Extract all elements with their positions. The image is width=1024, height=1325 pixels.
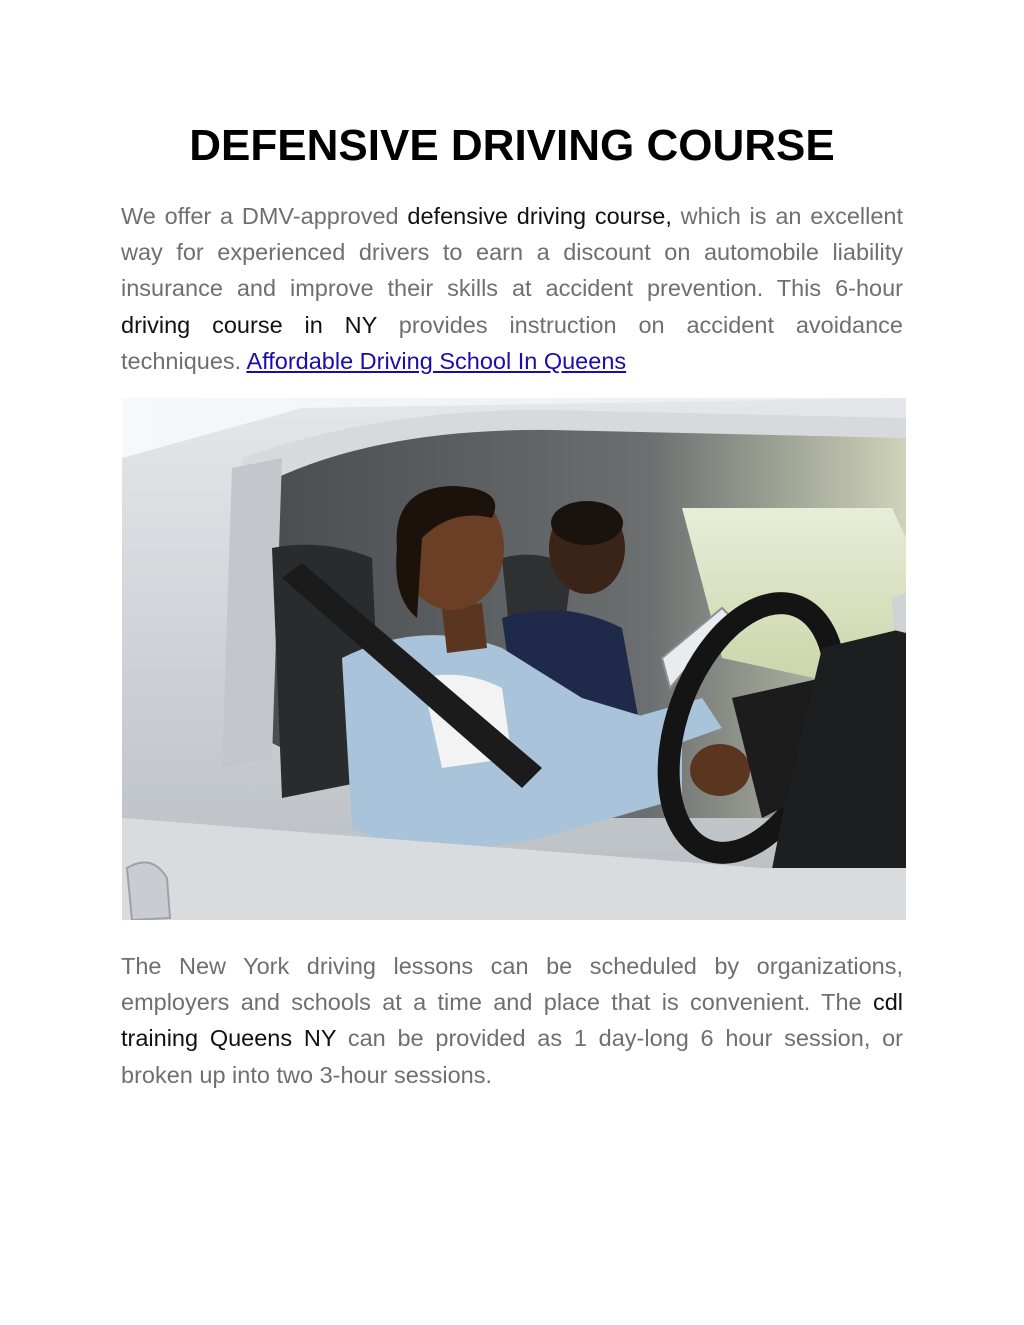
driving-course-ny-phrase: driving course in NY: [121, 311, 377, 338]
cdl-training-phrase: cdl training Queens NY: [121, 989, 903, 1052]
student-driver-photo: [122, 398, 906, 920]
defensive-course-phrase: defensive driving course,: [407, 203, 672, 229]
intro-text-1: We offer a DMV-approved: [121, 203, 408, 229]
affordable-driving-school-link[interactable]: Affordable Driving School In Queens: [246, 347, 627, 374]
lessons-text-2: can be provided as 1 day-long 6 hour session, or broken up into two 3-hour sessions.: [121, 1025, 903, 1088]
page-title: DEFENSIVE DRIVING COURSE: [189, 121, 835, 170]
intro-text-3: provides instruction on accident avoidance techniques.: [121, 311, 903, 374]
lessons-paragraph: [121, 948, 903, 1093]
intro-paragraph: [121, 198, 903, 379]
intro-text-2: which is an excellent way for experienced drivers to earn a discount on automobile liability insurance and improve their skills at accident prevention. This 6-hour: [121, 203, 903, 302]
lessons-text-1: The New York driving lessons can be scheduled by organizations, employers and schools at a time and place that is convenient. The: [121, 953, 903, 1016]
